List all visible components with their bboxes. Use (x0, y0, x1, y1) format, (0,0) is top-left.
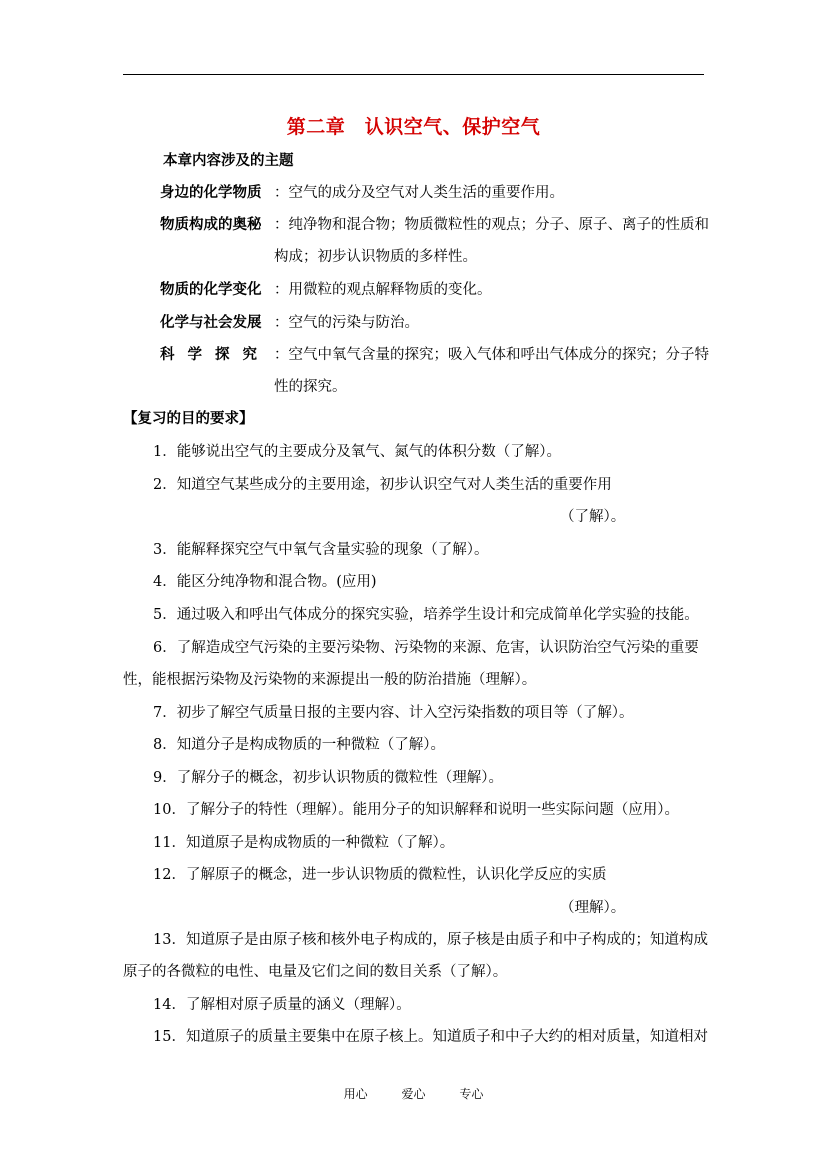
topic-text: 用微粒的观点解释物质的变化。 (288, 282, 492, 298)
page-footer (0, 1085, 827, 1102)
topics-heading: 本章内容涉及的主题 (163, 152, 294, 169)
topic-colon: ： (274, 282, 289, 298)
requirement-item: 7．初步了解空气质量日报的主要内容、计入空污染指数的项目等（了解）。 (153, 705, 634, 721)
topic-row (160, 313, 419, 333)
topic-row (160, 345, 709, 365)
requirement-item: 11．知道原子是构成物质的一种微粒（了解）。 (153, 835, 455, 851)
topic-colon: ： (274, 217, 289, 233)
topic-text: 空气中氧气含量的探究；吸入气体和呼出气体成分的探究；分子特 (288, 347, 709, 363)
topic-row (160, 183, 564, 203)
topic-colon: ： (274, 185, 289, 201)
footer-text: 爱心 (401, 1087, 426, 1101)
topic-label: 物质的化学变化 (160, 281, 262, 298)
topic-label: 身边的化学物质 (160, 184, 262, 201)
requirement-item: 5．通过吸入和呼出气体成分的探究实验，培养学生设计和完成简单化学实验的技能。 (153, 607, 699, 623)
requirement-item: 12．了解原子的概念，进一步认识物质的微粒性，认识化学反应的实质 (153, 867, 607, 883)
footer-text: 专心 (459, 1087, 484, 1101)
requirements-heading: 【复习的目的要求】 (123, 410, 254, 427)
requirement-item: 15．知道原子的质量主要集中在原子核上。知道质子和中子大约的相对质量，知道相对 (153, 1029, 708, 1045)
topic-row (160, 280, 492, 300)
topic-text: 纯净物和混合物；物质微粒性的观点；分子、原子、离子的性质和 (288, 217, 709, 233)
requirement-item: 1．能够说出空气的主要成分及氧气、氮气的体积分数（了解）。 (153, 444, 561, 460)
requirement-item: 2．知道空气某些成分的主要用途，初步认识空气对人类生活的重要作用 (153, 477, 612, 493)
requirement-item-tail: （了解）。 (560, 509, 626, 525)
topic-label: 化学与社会发展 (160, 314, 262, 331)
header-rule (123, 74, 704, 75)
requirement-item: 8．知道分子是构成物质的一种微粒（了解）。 (153, 737, 445, 753)
topic-label: 科学探究 (160, 346, 270, 363)
requirement-item: 13．知道原子是由原子核和核外电子构成的，原子核是由质子和中子构成的；知道构成 (153, 932, 708, 948)
topic-colon: ： (274, 315, 289, 331)
topic-text-continued: 性的探究。 (274, 379, 347, 395)
requirement-item: 9．了解分子的概念，初步认识物质的微粒性（理解）。 (153, 770, 503, 786)
requirement-item: 10．了解分子的特性（理解）。能用分子的知识解释和说明一些实际问题（应用）。 (153, 802, 679, 818)
footer-text: 用心 (343, 1087, 368, 1101)
requirement-item: 14．了解相对原子质量的涵义（理解）。 (153, 997, 411, 1013)
requirement-item: 4．能区分纯净物和混合物。(应用) (153, 574, 377, 590)
requirement-item-continued: 原子的各微粒的电性、电量及它们之间的数目关系（了解）。 (123, 964, 508, 980)
topic-text-continued: 构成；初步认识物质的多样性。 (274, 249, 477, 265)
topic-label: 物质构成的奥秘 (160, 216, 262, 233)
requirement-item-tail: （理解）。 (560, 900, 626, 916)
requirement-item: 6．了解造成空气污染的主要污染物、污染物的来源、危害，认识防治空气污染的重要 (153, 640, 699, 656)
requirement-item: 3．能解释探究空气中氧气含量实验的现象（了解）。 (153, 542, 489, 558)
requirement-item-continued: 性，能根据污染物及污染物的来源提出一般的防治措施（理解）。 (123, 672, 537, 688)
topic-row (160, 215, 709, 235)
topic-colon: ： (274, 347, 289, 363)
topic-text: 空气的污染与防治。 (288, 315, 419, 331)
topic-text: 空气的成分及空气对人类生活的重要作用。 (288, 185, 564, 201)
chapter-title: 第二章 认识空气、保护空气 (286, 116, 541, 138)
